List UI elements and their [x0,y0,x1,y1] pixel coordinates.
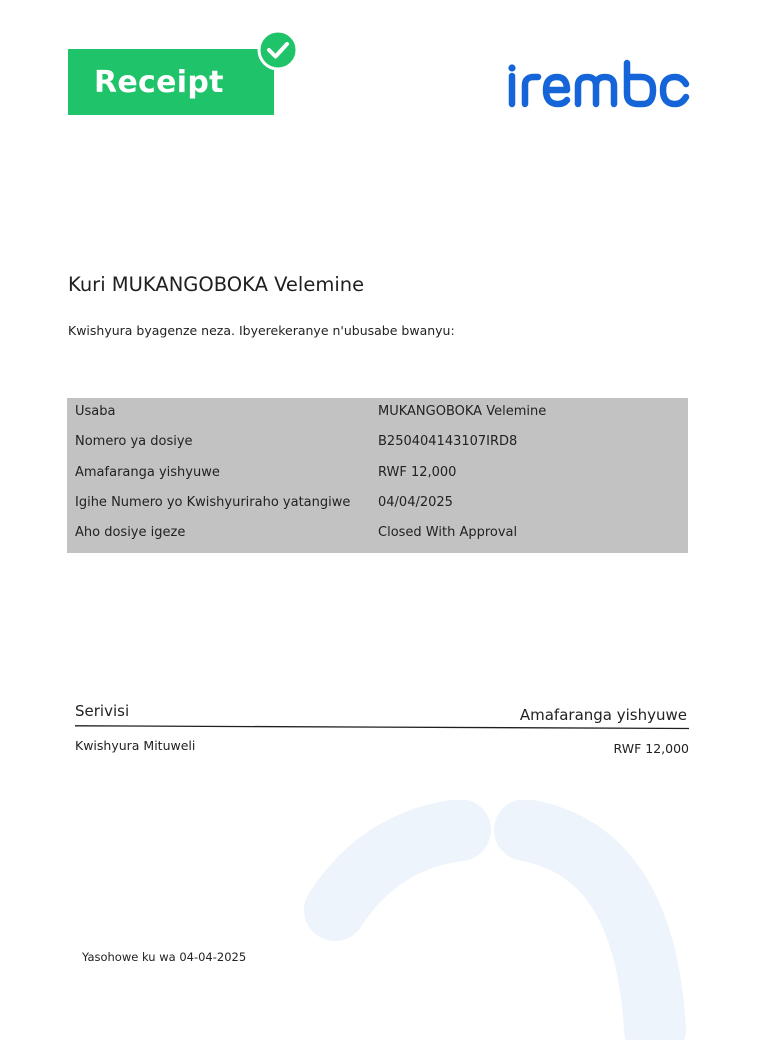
irembo-logo [505,58,695,118]
table-row [67,428,688,458]
table-row [67,459,688,489]
check-circle-icon [257,29,299,71]
row-label: Nomero ya dosiye [75,434,193,449]
services-divider [75,725,689,730]
row-label: Igihe Numero yo Kwishyuriraho yatangiwe [75,495,351,510]
service-column-header: Serivisi [75,702,130,720]
intro-text: Kwishyura byagenze neza. Ibyerekeranye n'ubusabe bwanyu: [68,323,455,338]
row-value: Closed With Approval [378,525,518,540]
row-value: 04/04/2025 [378,495,453,510]
table-row [67,398,688,428]
row-label: Amafaranga yishyuwe [75,465,220,480]
row-value: B250404143107IRD8 [378,434,518,449]
table-row [67,519,688,549]
row-label: Aho dosiye igeze [75,525,186,540]
service-name: Kwishyura Mituweli [75,738,196,753]
receipt-label: Receipt [94,64,224,100]
issue-date: Yasohowe ku wa 04-04-2025 [82,950,247,964]
row-label: Usaba [75,404,116,419]
details-table [67,398,688,553]
receipt-badge [68,49,274,115]
table-row [67,489,688,519]
row-value: MUKANGOBOKA Velemine [378,404,547,419]
watermark-graphic [300,800,720,1040]
service-amount: RWF 12,000 [613,741,689,756]
greeting: Kuri MUKANGOBOKA Velemine [68,273,365,296]
amount-column-header: Amafaranga yishyuwe [519,706,687,724]
row-value: RWF 12,000 [378,465,457,480]
